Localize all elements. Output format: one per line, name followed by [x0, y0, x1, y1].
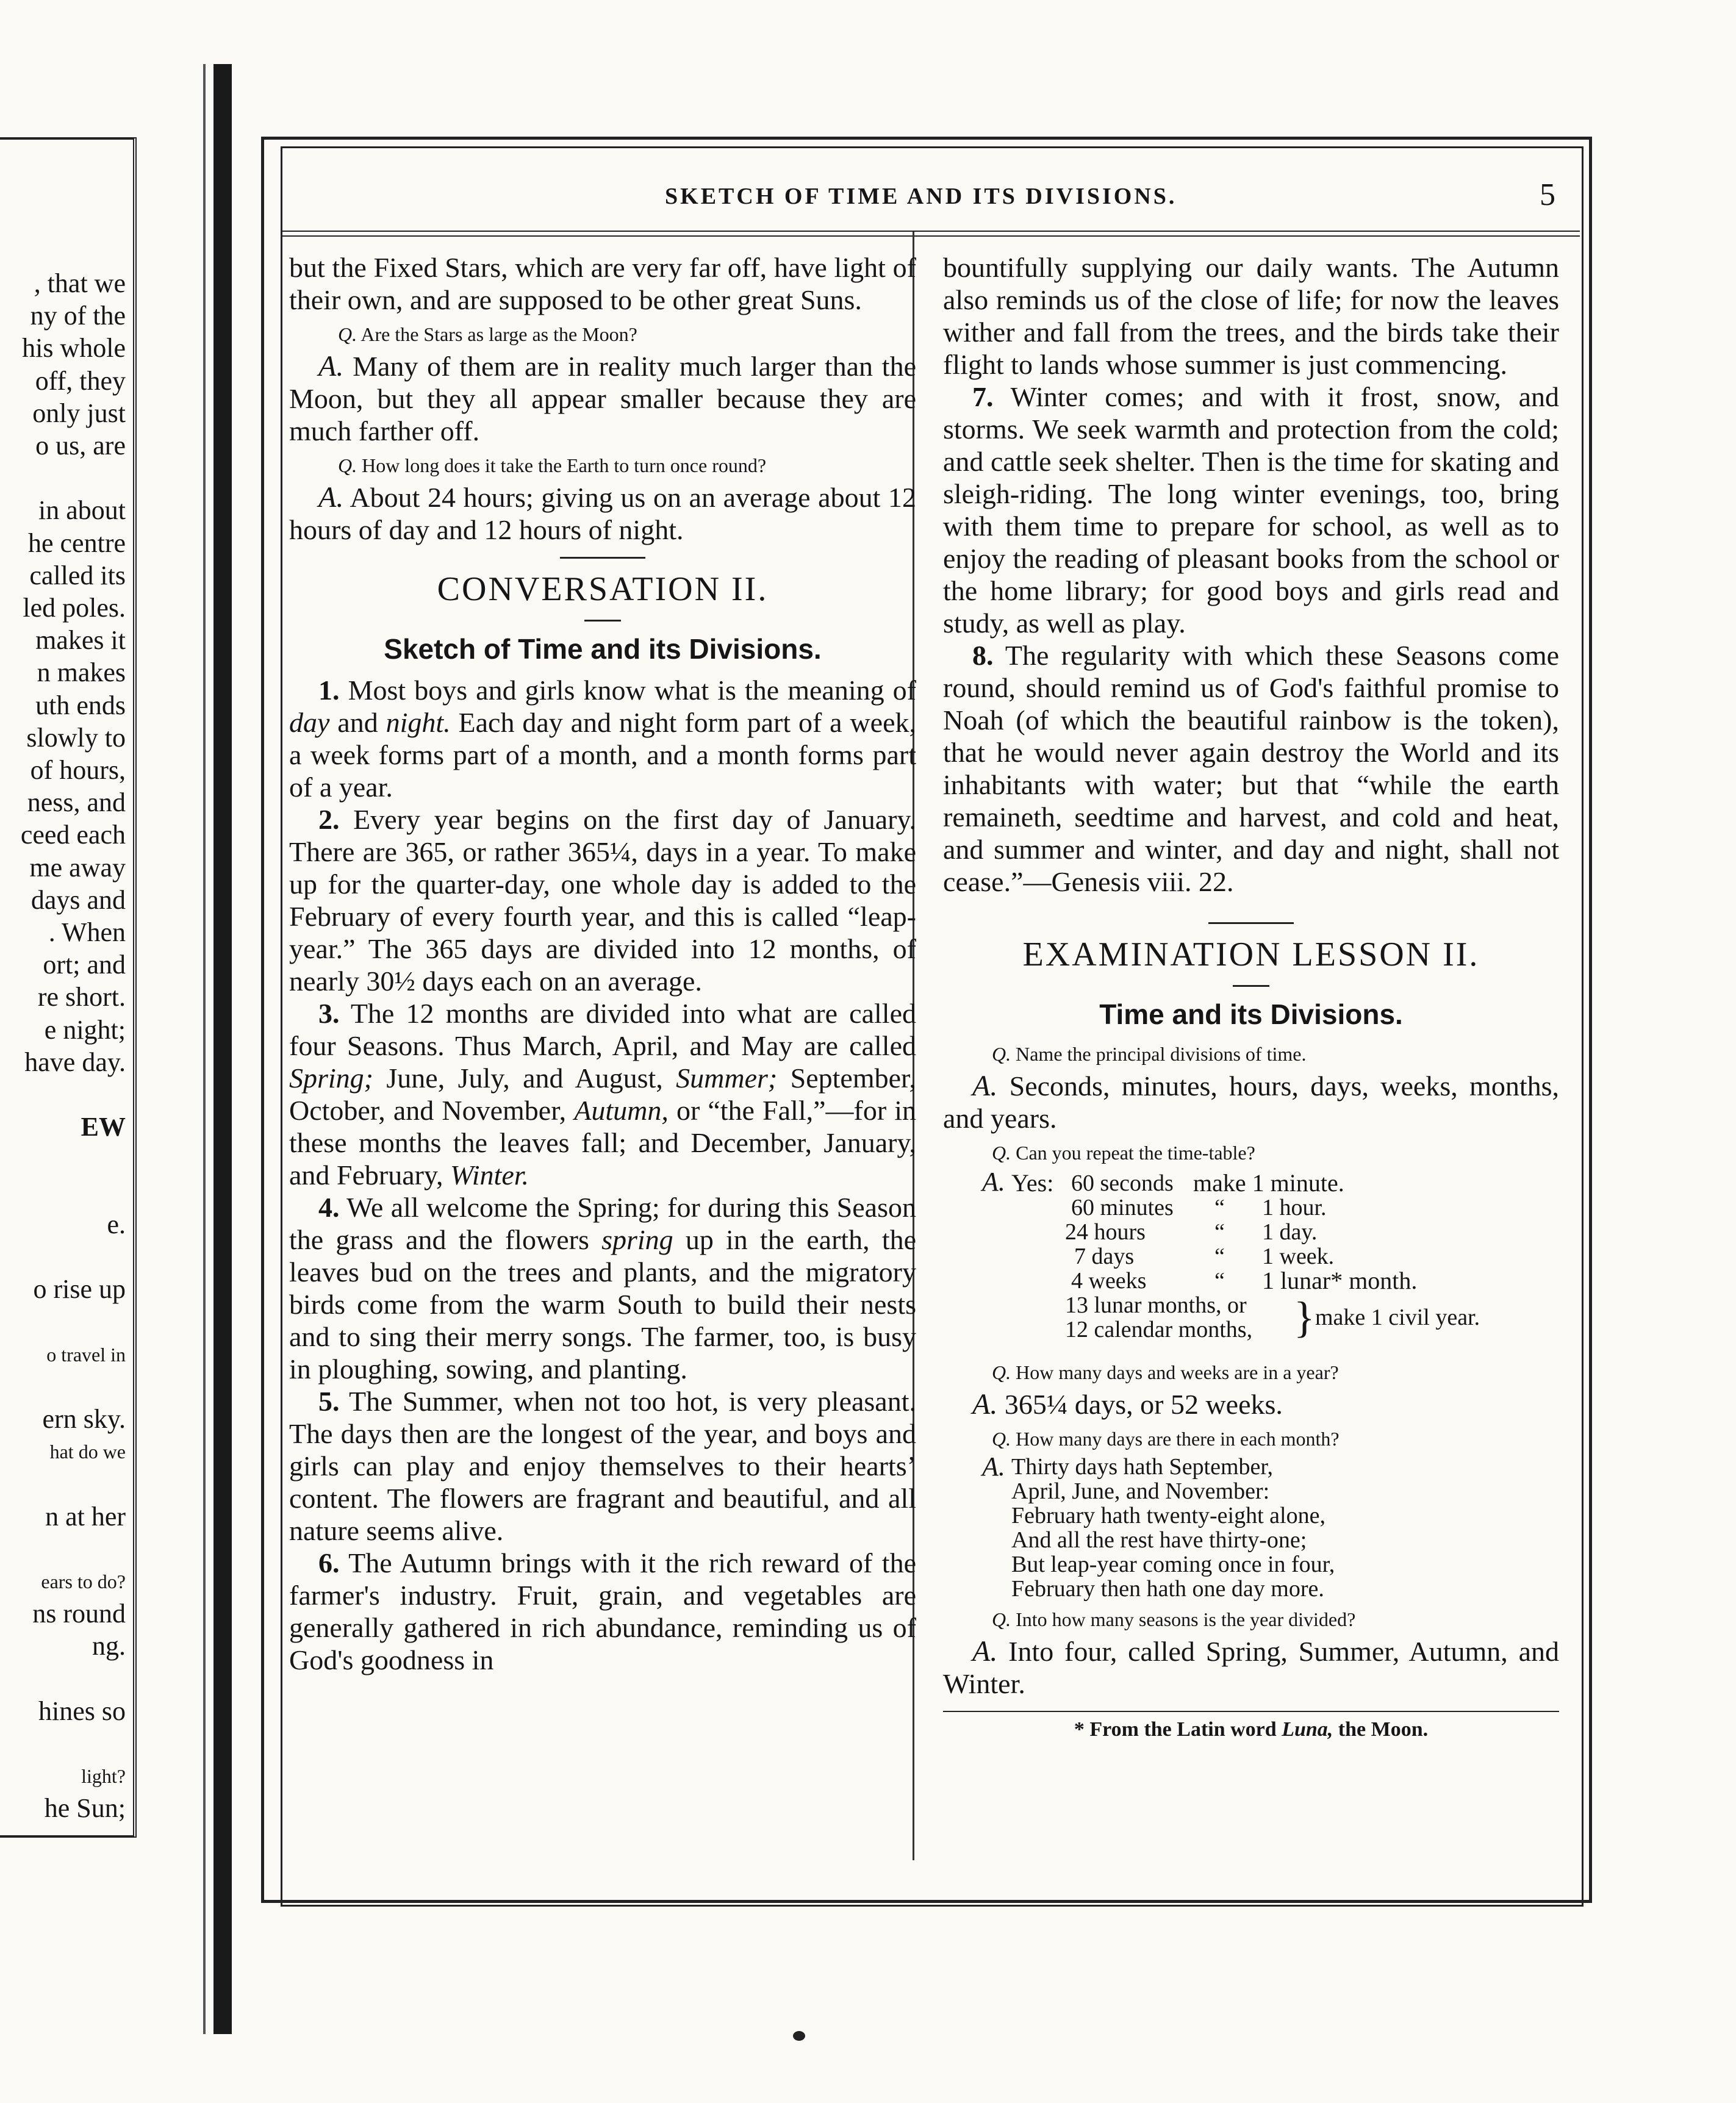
italic-word: Spring; [289, 1062, 373, 1094]
left-page-line: e night; [44, 1014, 126, 1045]
section-number: 3. [318, 998, 340, 1029]
question-label: Q. [992, 1361, 1011, 1383]
paragraph-autumn-continued: bountifully supplying our daily wants. The Autumn also reminds us of the close of life; for now the leaves wither and fall from the trees, and the birds take their flight to lands whose summer is just commencing. [943, 252, 1559, 380]
question-time-table [943, 1138, 1559, 1167]
section-4 [289, 1191, 916, 1385]
left-page-line: he centre [28, 528, 126, 558]
answer-label: A. [982, 1452, 1005, 1481]
left-page-line: he Sun; [44, 1793, 126, 1824]
question-text: How many days are there in each month? [1016, 1428, 1340, 1450]
question-label: Q. [992, 1428, 1011, 1450]
left-page-line: me away [29, 852, 126, 883]
left-page-line: have day. [24, 1047, 126, 1077]
rhyme-line: Thirty days hath September, [1011, 1454, 1274, 1480]
section-3 [289, 997, 916, 1191]
section-text: September, October, and November, [289, 1062, 916, 1126]
left-page-line: ness, and [27, 787, 126, 818]
section-1 [289, 674, 916, 803]
binding-shadow [203, 64, 206, 2034]
paragraph-fixed-stars: but the Fixed Stars, which are very far off, have light of their own, and are supposed to be other great Suns. [289, 252, 916, 315]
section-number: 7. [972, 381, 994, 412]
section-text: The Summer, when not too hot, is very pleasant. The days then are the longest of the year, and boys and girls can play and enjoy themselves to their hearts’ content. The flowers are fragrant and beautiful, and all nature seems alive. [289, 1386, 916, 1546]
left-page-line: led poles. [23, 593, 126, 623]
header-rule [281, 231, 1580, 237]
footnote-rule [943, 1711, 1559, 1712]
answer-label: A. [972, 1388, 998, 1421]
question-label: Q. [338, 454, 357, 476]
italic-word: Winter. [450, 1159, 529, 1191]
section-text: and [337, 707, 378, 738]
answer-earth-rotation [289, 481, 916, 546]
left-page-line: hat do we [49, 1441, 126, 1463]
italic-word: Luna, [1282, 1718, 1333, 1741]
left-page-line: days and [30, 884, 126, 915]
left-page-line: uth ends [35, 690, 126, 720]
book-gutter [213, 64, 232, 2034]
answer-label: A. [972, 1070, 998, 1102]
question-days-month [943, 1424, 1559, 1453]
left-page-line: ceed each [20, 820, 126, 850]
time-table-row-6-7-right: make 1 civil year. [1315, 1305, 1480, 1330]
left-page-line: o travel in [46, 1343, 126, 1366]
left-page-line: in about [38, 495, 126, 526]
time-table-row-5-right: 1 lunar* month. [1262, 1267, 1418, 1294]
time-table-row-1-right: make 1 minute. [1193, 1169, 1344, 1197]
ink-speck [793, 2031, 805, 2041]
question-text: Can you repeat the time-table? [1016, 1142, 1255, 1164]
conversation-subtitle: Sketch of Time and its Divisions. [384, 633, 822, 665]
brace-mark: } [1294, 1293, 1315, 1342]
section-text: up in the earth, the leaves bud on the trees and plants, and the migratory birds come from the warm South to build their nests and to sing their merry songs. The farmer, too, is busy in ploughing, sowing, and planting. [289, 1224, 917, 1385]
time-table-row-7-left: 12 calendar months, [1065, 1317, 1253, 1342]
exam-title: EXAMINATION LESSON II. [1022, 936, 1480, 973]
question-stars-size [289, 320, 916, 349]
answer-label: A. [318, 481, 344, 514]
question-label: Q. [992, 1142, 1011, 1164]
left-page-line: EW [81, 1112, 126, 1142]
left-page-line: o rise up [33, 1274, 126, 1305]
time-table-row-3-left: 24 hours [1065, 1219, 1146, 1245]
time-table-row-1-left: 60 seconds [1071, 1170, 1174, 1196]
left-page-line: n makes [37, 657, 126, 688]
left-page-line: off, they [35, 365, 126, 396]
left-page-line: ng. [92, 1631, 126, 1661]
section-7 [943, 381, 1559, 639]
section-2 [289, 803, 916, 997]
section-number: 2. [318, 804, 340, 835]
answer-text: Seconds, minutes, hours, days, weeks, months, and years. [943, 1070, 1560, 1134]
answer-stars-size [289, 350, 916, 447]
time-table-row-2-right: 1 hour. [1262, 1195, 1327, 1220]
left-page-line: ort; and [43, 950, 126, 980]
question-seasons [943, 1605, 1559, 1634]
footnote-text: * From the Latin word [1074, 1718, 1277, 1741]
left-page-line: makes it [35, 625, 126, 656]
left-page-line: ears to do? [41, 1571, 126, 1592]
answer-text: 365¼ days, or 52 weeks. [1004, 1389, 1283, 1420]
section-text: The regularity with which these Seasons come round, should remind us of God's faithful promise to Noah (of which the beautiful rainbow is the token), that he would never again destroy the World and its inhabitants with water; but that “while the earth remaineth, seedtime and harvest, and cold and heat, and summer and winter, and day and night, shall not cease.”—Genesis viii. 22. [943, 640, 1560, 897]
exam-subtitle: Time and its Divisions. [1099, 998, 1403, 1030]
question-label: Q. [338, 323, 357, 345]
question-text: Are the Stars as large as the Moon? [360, 323, 637, 345]
left-page-line: re short. [37, 982, 126, 1012]
rhyme-line: February then hath one day more. [1011, 1576, 1324, 1602]
question-label: Q. [992, 1043, 1011, 1065]
left-page-line: ny of the [30, 301, 126, 331]
left-page-line: ern sky. [42, 1404, 126, 1434]
rhyme-line: April, June, and November: [1011, 1478, 1270, 1504]
answer-divisions [943, 1070, 1559, 1134]
section-text: The Autumn brings with it the rich reward of the farmer's industry. Fruit, grain, and vegetables are generally gathered in rich abundance, reminding us of God's goodness in [289, 1547, 916, 1675]
footnote [943, 1718, 1559, 1741]
title-dash [1233, 985, 1269, 987]
answer-label: A. [972, 1635, 998, 1668]
answer-text: About 24 hours; giving us on an average about 12 hours of day and 12 hours of night. [289, 482, 916, 545]
answer-label: A. [982, 1167, 1005, 1197]
section-number: 1. [318, 675, 340, 706]
left-page-line: . When [48, 917, 126, 947]
question-text: Name the principal divisions of time. [1016, 1043, 1307, 1065]
time-table-yes: Yes: [1011, 1169, 1054, 1197]
left-page-line: ns round [32, 1599, 126, 1629]
time-table-row-2-left: 60 minutes [1071, 1195, 1174, 1220]
month-rhyme [943, 1452, 1559, 1602]
section-separator [1208, 922, 1294, 924]
left-page-line: e. [107, 1209, 126, 1239]
italic-word: Summer; [676, 1062, 778, 1094]
answer-text: Into four, called Spring, Summer, Autumn, and Winter. [943, 1636, 1559, 1699]
ditto-mark: “ [1214, 1268, 1225, 1294]
page-number: 5 [1540, 177, 1555, 212]
answer-label: A. [318, 350, 344, 382]
section-text: Most boys and girls know what is the meaning of [348, 675, 916, 706]
italic-word: spring [601, 1224, 673, 1255]
ditto-mark: “ [1214, 1219, 1225, 1245]
left-page-line: hines so [38, 1696, 126, 1726]
time-table-row-6-left: 13 lunar months, or [1065, 1292, 1247, 1318]
question-label: Q. [992, 1608, 1011, 1630]
question-text: How long does it take the Earth to turn once round? [362, 454, 767, 476]
time-table-row-5-left: 4 weeks [1071, 1268, 1147, 1294]
section-text: The 12 months are divided into what are called four Seasons. Thus March, April, and May are called [289, 998, 916, 1061]
question-text: Into how many seasons is the year divided? [1016, 1608, 1356, 1630]
section-6 [289, 1547, 916, 1676]
question-earth-rotation [289, 451, 916, 480]
section-text: Winter comes; and with it frost, snow, and storms. We seek warmth and protection from the cold; and cattle seek shelter. Then is the time for skating and sleigh-riding. The long winter evenings, too, bring with them time to prepare for school, as well as to enjoy the reading of pleasant books from the school or the home library; for good boys and girls read and study, as well as play. [943, 381, 1560, 639]
section-text: or “the Fall,”—for in these months the leaves fall; and December, January, and February, [289, 1095, 917, 1191]
section-text: Every year begins on the first day of January. There are 365, or rather 365¼, days in a year. To make up for the quarter-day, one whole day is added to the February of every fourth year, and this is called “leap-year.” The 365 days are divided into 12 months, of nearly 30½ days each on an average. [289, 804, 917, 997]
rhyme-line: And all the rest have thirty-one; [1011, 1527, 1307, 1553]
section-text: Each day and night form part of a week, a week forms part of a month, and a month forms part of a year. [289, 707, 917, 803]
section-8 [943, 639, 1559, 898]
left-page-line: light? [81, 1765, 126, 1788]
left-page-line: , that we [34, 268, 126, 298]
section-number: 5. [318, 1386, 340, 1417]
answer-text: Many of them are in reality much larger than the Moon, but they all appear smaller because they are much farther off. [289, 351, 916, 446]
section-separator [560, 557, 645, 559]
section-number: 6. [318, 1547, 340, 1578]
title-dash [584, 620, 621, 622]
question-divisions [943, 1039, 1559, 1069]
page-header [287, 177, 1555, 213]
italic-word: night. [386, 707, 451, 738]
left-page-line: slowly to [26, 722, 126, 753]
section-text: June, July, and August, [386, 1062, 663, 1094]
left-page-line: called its [29, 560, 126, 590]
section-text: We all welcome the Spring; for during this Season the grass and the flowers [289, 1192, 917, 1255]
question-text: How many days and weeks are in a year? [1016, 1361, 1339, 1383]
left-column [289, 251, 916, 1676]
answer-seasons [943, 1635, 1559, 1700]
left-page-line: of hours, [30, 755, 126, 785]
section-5 [289, 1385, 916, 1547]
left-page-line: only just [32, 398, 126, 428]
left-page-line: n at her [45, 1501, 126, 1532]
time-table-row-3-right: 1 day. [1262, 1219, 1318, 1245]
left-page-line: o us, are [35, 431, 126, 460]
ditto-mark: “ [1214, 1195, 1225, 1220]
right-column [943, 251, 1559, 1741]
rhyme-line: February hath twenty-eight alone, [1011, 1503, 1325, 1528]
italic-word: Autumn, [574, 1095, 669, 1126]
italic-word: day [289, 707, 330, 738]
time-table [943, 1169, 1559, 1394]
time-table-row-4-right: 1 week. [1262, 1244, 1335, 1269]
running-head: SKETCH OF TIME AND ITS DIVISIONS. [665, 184, 1177, 209]
section-number: 4. [318, 1192, 340, 1223]
footnote-text: the Moon. [1338, 1718, 1429, 1741]
rhyme-line: But leap-year coming once in four, [1011, 1552, 1335, 1577]
time-table-row-4-left: 7 days [1074, 1244, 1135, 1269]
left-page-line: his whole [22, 333, 126, 364]
conversation-title: CONVERSATION II. [437, 570, 769, 608]
left-page-fragment [0, 137, 137, 1838]
section-number: 8. [972, 640, 994, 671]
ditto-mark: “ [1214, 1244, 1225, 1269]
